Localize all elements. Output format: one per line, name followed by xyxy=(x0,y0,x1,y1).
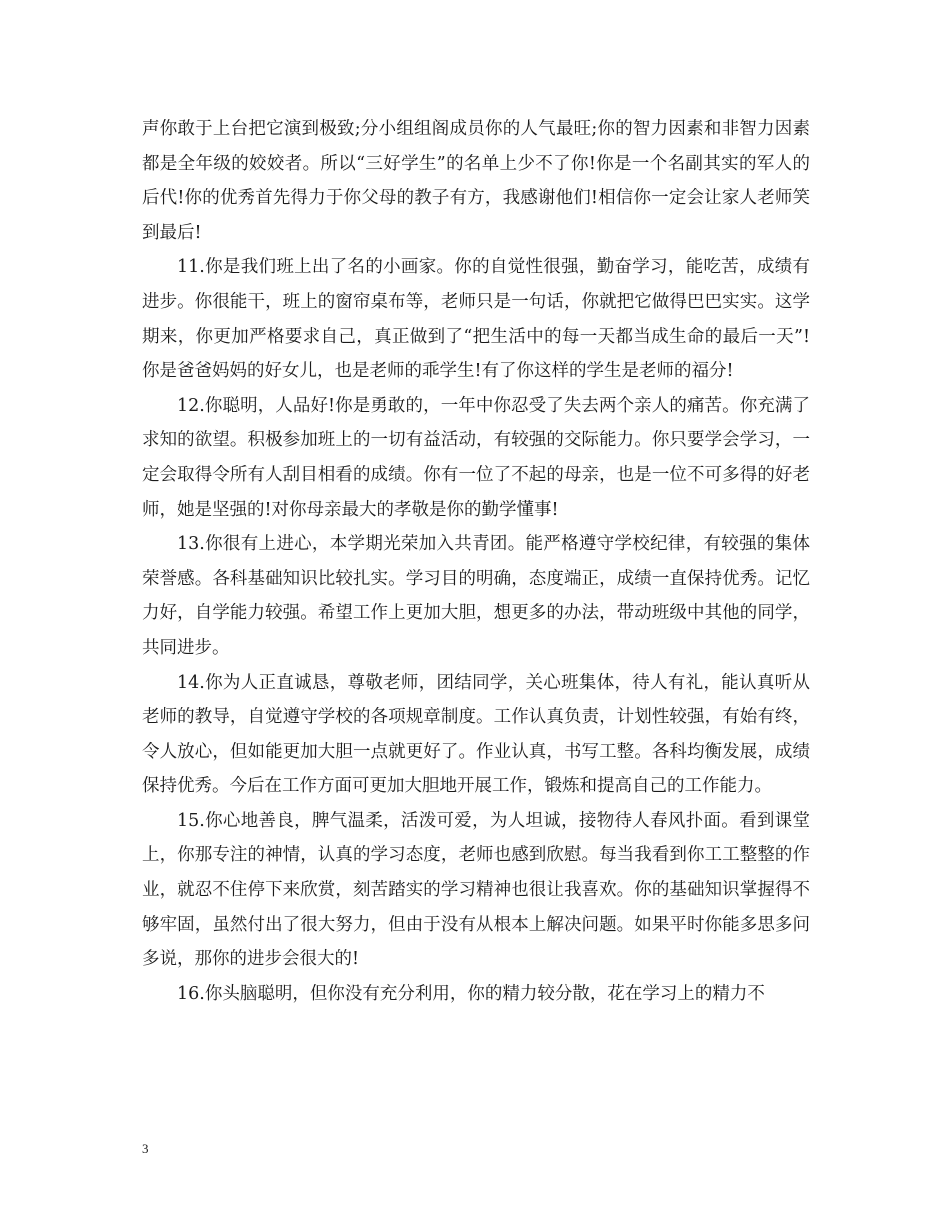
document-body xyxy=(142,112,810,1011)
paragraph-comment-16: 16.你头脑聪明，但你没有充分利用，你的精力较分散，花在学习上的精力不 xyxy=(177,983,765,1004)
paragraph-comment-13: 13.你很有上进心，本学期光荣加入共青团。能严格遵守学校纪律，有较强的集体荣誉感。各科基础知识比较扎实。学习目的明确，态度端正，成绩一直保持优秀。记忆力好，自学能力较强。希望工作上更加大胆，想更多的办法，带动班级中其他的同学，共同进步。 xyxy=(142,534,810,658)
paragraph-comment-12: 12.你聪明，人品好!你是勇敢的，一年中你忍受了失去两个亲人的痛苦。你充满了求知的欲望。积极参加班上的一切有益活动，有较强的交际能力。你只要学会学习，一定会取得令所有人刮目相看的成绩。你有一位了不起的母亲，也是一位不可多得的好老师，她是坚强的!对你母亲最大的孝敬是你的勤学懂事! xyxy=(142,395,810,520)
paragraph-comment-15: 15.你心地善良，脾气温柔，活泼可爱，为人坦诚，接物待人春风扑面。看到课堂上，你那专注的神情，认真的学习态度，老师也感到欣慰。每当我看到你工工整整的作业，就忍不住停下来欣赏，刻苦踏实的学习精神也很让我喜欢。你的基础知识掌握得不够牢固，虽然付出了很大努力，但由于没有从根本上解决问题。如果平时你能多思多问多说，那你的进步会很大的! xyxy=(142,810,810,970)
page-number: 3 xyxy=(142,1141,149,1156)
paragraph-comment-14: 14.你为人正直诚恳，尊敬老师，团结同学，关心班集体，待人有礼，能认真听从老师的教导，自觉遵守学校的各项规章制度。工作认真负责，计划性较强，有始有终，令人放心，但如能更加大胆一点就更好了。作业认真，书写工整。各科均衡发展，成绩保持优秀。今后在工作方面可更加大胆地开展工作，锻炼和提高自己的工作能力。 xyxy=(142,672,810,797)
paragraph-continuation: 声你敢于上台把它演到极致;分小组组阁成员你的人气最旺;你的智力因素和非智力因素都是全年级的姣姣者。所以“三好学生”的名单上少不了你!你是一个名副其实的军人的后代!你的优秀首先得力于你父母的教子有方，我感谢他们!相信你一定会让家人老师笑到最后! xyxy=(142,119,810,243)
paragraph-comment-11: 11.你是我们班上出了名的小画家。你的自觉性很强，勤奋学习，能吃苦，成绩有进步。你很能干，班上的窗帘桌布等，老师只是一句话，你就把它做得巴巴实实。这学期来，你更加严格要求自己，真正做到了“把生活中的每一天都当成生命的最后一天”!你是爸爸妈妈的好女儿，也是老师的乖学生!有了你这样的学生是老师的福分! xyxy=(142,257,810,382)
